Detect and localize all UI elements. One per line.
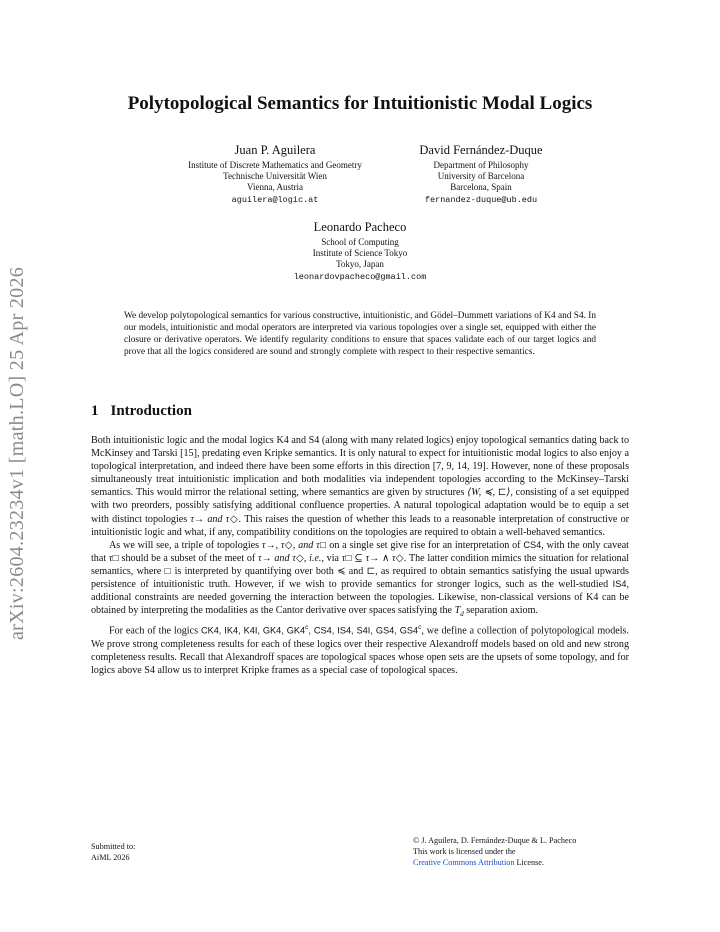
author-name: Leonardo Pacheco — [313, 220, 407, 234]
math-inline: T — [454, 605, 461, 617]
math-inline: ⟨W, ≼, ⊏⟩ — [467, 487, 511, 499]
math-inline: τ→, τ◇, and τ□ — [261, 539, 327, 551]
author-affiliation: Institute of Discrete Mathematics and Geometry — [188, 160, 362, 170]
text-run: , additional constraints are needed governing the interaction between the topologies. Likewise, non-classical versions of K4 can be obtained by interpreting the modalities as the Cantor derivative over spaces satisfying the — [91, 579, 629, 617]
author-block-3 — [250, 219, 470, 283]
body-text — [91, 434, 629, 677]
author-affiliation: Department of Philosophy — [433, 160, 529, 170]
text-run: i.e. — [309, 552, 322, 564]
paragraph — [91, 434, 629, 539]
text-run: , — [303, 552, 310, 564]
text-run: Both intuitionistic logic and the modal logics K4 and S4 (along with many related logics) enjoy topological semantics dating back to McKinsey and Tarski [15], predating even Kripke semantics. It is only natural to expect for intuitionistic modal logics to also enjoy a topological interpretation, and indeed there have been some efforts in this direction [7, 9, 14, 19]. However, none of these proposals simultaneously treat intuitionistic implication and both modalities via independent topologies according to the McKinsey–Tarski semantics. This would mirror the relational setting, where semantics are given by structures — [91, 435, 629, 499]
submission-note — [91, 841, 135, 863]
author-email[interactable]: aguilera@logic.at — [231, 195, 319, 205]
math-inline: τ□ ⊆ τ→ ∧ τ◇ — [341, 552, 404, 564]
math-inline: τ→ and τ◇ — [190, 513, 239, 525]
author-affiliation: Barcelona, Spain — [450, 182, 512, 192]
text-run: should be a subset of the meet of — [118, 552, 258, 564]
math-inline: τ□ — [108, 552, 119, 564]
math-subscript: d — [460, 610, 464, 619]
section-heading — [91, 403, 192, 420]
venue-label: AiML 2026 — [91, 853, 130, 862]
text-run: As we will see, a triple of topologies — [109, 539, 262, 551]
abstract: We develop polytopological semantics for various constructive, intuitionistic, and Gödel–Dummett variations of K4 and S4. In our models, intuitionistic and modal operators are interpreted via various topologies over a single set, equipped with either the closure or derivative operators. We identify regularity conditions to ensure that spaces validate each of our target logics and prove that all the logics considered are sound and strongly complete with respect to their respective semantics. — [124, 311, 596, 357]
text-run: , via — [321, 552, 342, 564]
author-affiliation: Vienna, Austria — [247, 182, 303, 192]
author-name: David Fernández-Duque — [419, 143, 543, 157]
text-run: , we define a collection of polytopological models. We prove strong completeness results for each of these logics over their respective Alexandroff models based on old and new strong completeness results. Recall that Alexandroff spaces are topological spaces whose open sets are the upsets of some topology, and for logics above S4 allow us to interpret Kripke frames as a special case of topological spaces. — [91, 625, 629, 676]
text-run: , with the only caveat that — [91, 539, 629, 564]
author-email[interactable]: fernandez-duque@ub.edu — [424, 195, 538, 205]
paragraph — [91, 539, 629, 622]
math-inline: τ→ and τ◇ — [257, 552, 304, 564]
submitted-label: Submitted to: — [91, 842, 136, 851]
author-block-1 — [160, 142, 390, 206]
author-affiliation: Institute of Science Tokyo — [312, 248, 408, 258]
logic-name: CS4 — [523, 539, 542, 550]
author-affiliation: Technische Universität Wien — [223, 171, 327, 181]
license-end: License. — [514, 858, 544, 867]
paragraph — [91, 621, 629, 677]
author-affiliation: University of Barcelona — [437, 171, 525, 181]
paper-title: Polytopological Semantics for Intuitionistic Modal Logics — [127, 93, 593, 114]
text-run: on a single set give rise for an interpretation of — [326, 539, 524, 551]
text-run: separation axiom. — [463, 605, 538, 617]
section-title: Introduction — [110, 403, 192, 419]
author-name: Juan P. Aguilera — [234, 143, 316, 157]
logic-name: , CS4, IS4, S4I, GS4, GS4 — [308, 625, 419, 636]
license-link-line — [413, 857, 576, 868]
logic-superscript: c — [418, 624, 422, 632]
license-link[interactable]: Creative Commons Attribution — [413, 858, 515, 867]
logic-superscript: c — [305, 624, 309, 632]
text-run: . The latter condition mimics the situation for relational semantics, where □ is interpreted by quantifying over both ≼ and ⊏, as required to obtain semantics satisfying the usual upwards persistence of intuitionistic truth. However, if we wish to provide semantics for stronger logics, such as the well-studied — [91, 552, 629, 591]
author-affiliation: School of Computing — [321, 237, 399, 247]
text-run: , consisting of a set equipped with two preorders, possibly satisfying additional confluence properties. A natural topological adaptation would be to equip a set with distinct topologies — [91, 487, 630, 525]
author-affiliation: Tokyo, Japan — [336, 259, 384, 269]
section-number: 1 — [91, 403, 99, 419]
license-line: This work is licensed under the — [413, 847, 516, 856]
logic-name: IS4 — [612, 579, 627, 590]
author-block-2 — [376, 142, 586, 206]
copyright-line: © J. Aguilera, D. Fernández-Duque & L. Pacheco — [413, 836, 577, 845]
text-run: . This raises the question of whether this leads to a reasonable interpretation of constructive or intuitionistic logic and what, if any, compatibility conditions on the topologies are required to obtain a well-behaved semantics. — [91, 513, 629, 538]
logic-name: CK4, IK4, K4I, GK4, GK4 — [200, 625, 306, 636]
author-email[interactable]: leonardovpacheco@gmail.com — [293, 272, 427, 282]
license-note — [413, 835, 576, 868]
arxiv-stamp: arXiv:2604.23234v1 [math.LO] 25 Apr 2026 — [6, 266, 28, 640]
text-run: For each of the logics — [109, 625, 201, 637]
